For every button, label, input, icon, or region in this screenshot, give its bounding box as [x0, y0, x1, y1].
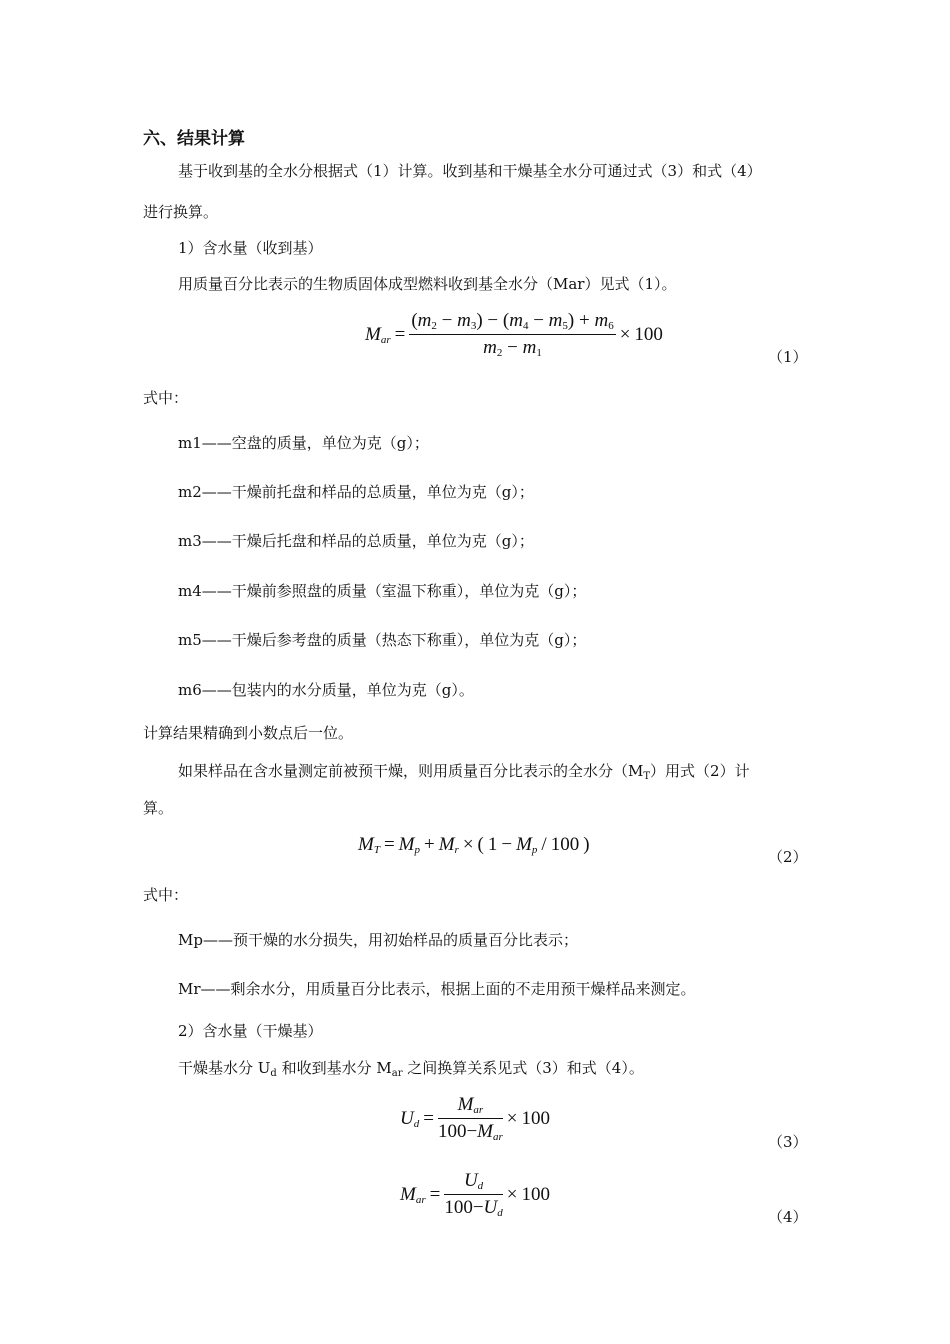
- equation-number-2: （2）: [768, 848, 808, 866]
- equation-2: $M_T$ = $M_p$ + $M_r$ × ( 1 − $M_p$ / 100 ): [358, 834, 590, 856]
- predry-paragraph-line2: 算。: [143, 799, 174, 817]
- definition-m3: m3——干燥后托盘和样品的总质量，单位为克（g）；: [178, 532, 534, 550]
- definition-mp: Mp——预干燥的水分损失，用初始样品的质量百分比表示；: [178, 931, 578, 949]
- definition-m4: m4——干燥前参照盘的质量（室温下称重），单位为克（g）；: [178, 582, 587, 600]
- definition-m5: m5——干燥后参考盘的质量（热态下称重），单位为克（g）；: [178, 631, 587, 649]
- equation-number-4: （4）: [768, 1208, 808, 1226]
- where-label-1: 式中：: [143, 389, 189, 407]
- mar-definition: 用质量百分比表示的生物质固体成型燃料收到基全水分（Mar）见式（1）。: [178, 275, 677, 293]
- ud-mar-relation: 干燥基水分 $U_d$ 和收到基水分 $M_{ar}$ 之间换算关系见式（3）和式（4）。: [178, 1059, 644, 1079]
- intro-paragraph-line2: 进行换算。: [143, 203, 219, 221]
- equation-4: $M_{ar}$ = $\frac{U_d}{100-U_d}$ × 100: [400, 1170, 550, 1219]
- subsection-title-1: 1）含水量（收到基）: [178, 239, 323, 257]
- equation-number-1: （1）: [768, 348, 808, 366]
- where-label-2: 式中：: [143, 886, 189, 904]
- definition-mr: Mr——剩余水分，用质量百分比表示，根据上面的不走用预干燥样品来测定。: [178, 980, 696, 998]
- predry-paragraph-line1: 如果样品在含水量测定前被预干燥，则用质量百分比表示的全水分$(M_T)$用式（2）计: [178, 762, 750, 782]
- equation-1: $M_{ar}$ = $(m_2 - m_3) - (m_4 - m_5) + m_6$ $m_2 - m_1$ × 100: [365, 310, 663, 359]
- equation-3: $U_d$ = $\frac{M_{ar}}{100-M_{ar}}$ × 100: [400, 1094, 550, 1143]
- intro-paragraph-line1: 基于收到基的全水分根据式（1）计算。收到基和干燥基全水分可通过式（3）和式（4）: [178, 162, 762, 180]
- definition-m2: m2——干燥前托盘和样品的总质量，单位为克（g）；: [178, 483, 534, 501]
- precision-note: 计算结果精确到小数点后一位。: [143, 724, 354, 742]
- definition-m6: m6——包装内的水分质量，单位为克（g）。: [178, 681, 474, 699]
- subsection-title-2: 2）含水量（干燥基）: [178, 1022, 323, 1040]
- section-title: 六、结果计算: [143, 129, 245, 149]
- definition-m1: m1——空盘的质量，单位为克（g）；: [178, 434, 429, 452]
- equation-number-3: （3）: [768, 1133, 808, 1151]
